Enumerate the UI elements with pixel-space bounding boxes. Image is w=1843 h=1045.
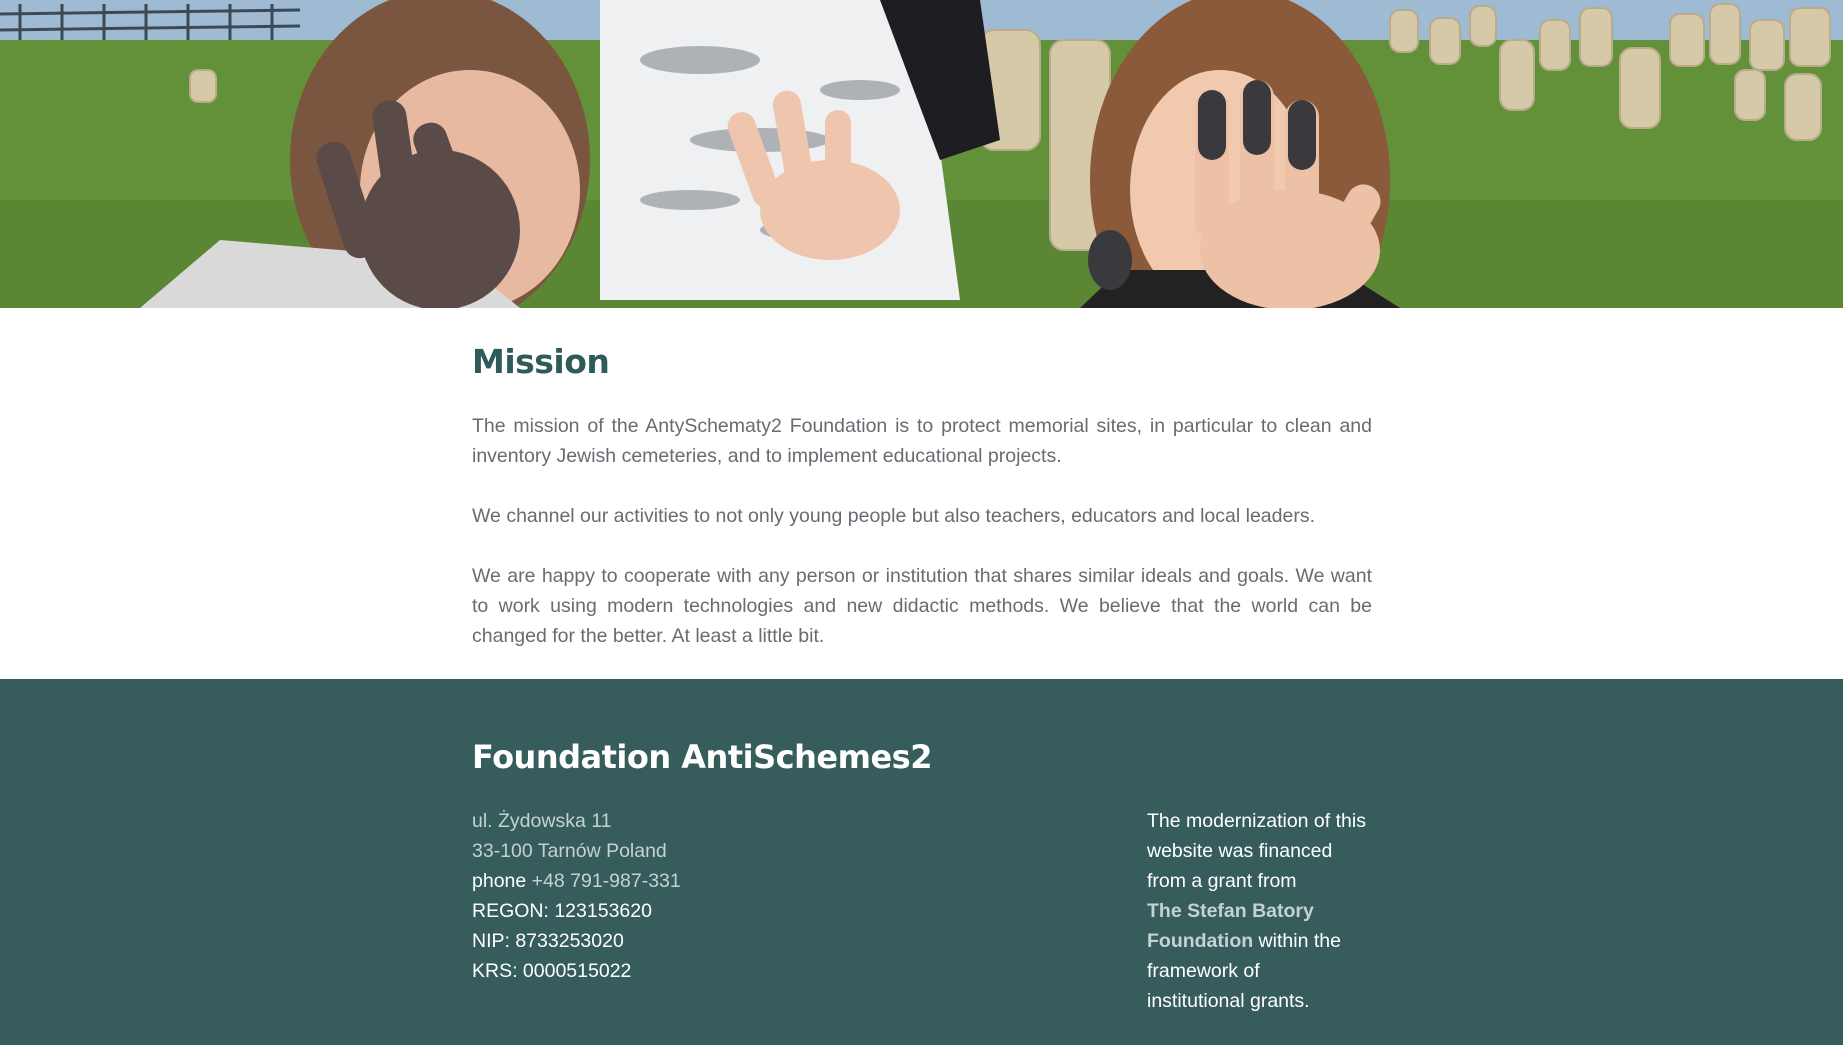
grant-text-line: framework of (1147, 960, 1260, 982)
mission-paragraph: The mission of the AntySchematy2 Foundation is to protect memorial sites, in particular to clean and inventory Jewish cemeteries, and to implement educational projects. (472, 415, 1372, 467)
phone-label: phone (472, 870, 527, 892)
grant-link-line (1147, 896, 1377, 926)
address-city: 33-100 Tarnów Poland (472, 840, 667, 862)
regon-number: REGON: 123153620 (472, 900, 652, 922)
grant-text-line: institutional grants. (1147, 990, 1310, 1012)
mission-paragraph: We channel our activities to not only young people but also teachers, educators and local leaders. (472, 505, 1315, 527)
grant-text-after-link: within the (1253, 930, 1341, 952)
hero-banner (0, 0, 1843, 308)
grant-text-line: The modernization of this (1147, 810, 1366, 832)
foundation-address (472, 806, 972, 986)
footer-title: Foundation AntiSchemes2 (472, 738, 932, 776)
grant-link-line (1147, 926, 1377, 956)
batory-foundation-link-continued[interactable]: Foundation (1147, 930, 1254, 952)
batory-foundation-link[interactable]: The Stefan Batory (1147, 900, 1314, 922)
site-footer (0, 679, 1843, 1045)
grant-text-line: website was financed (1147, 840, 1333, 862)
mission-section (0, 308, 1843, 679)
mission-paragraph: We are happy to cooperate with any person or institution that shares similar ideals and goals. We want to work using modern technologies and new didactic methods. We believe that the world can be changed for the better. At least a little bit. (472, 565, 1372, 647)
address-street: ul. Żydowska 11 (472, 810, 612, 832)
grant-text-line: from a grant from (1147, 870, 1297, 892)
phone-link[interactable]: +48 791-987-331 (531, 870, 681, 892)
phone-line (472, 866, 972, 896)
cemetery-photo-icon (0, 0, 1843, 308)
grant-notice (1147, 806, 1377, 1016)
krs-number: KRS: 0000515022 (472, 960, 632, 982)
mission-title: Mission (472, 342, 610, 381)
nip-number: NIP: 8733253020 (472, 930, 624, 952)
